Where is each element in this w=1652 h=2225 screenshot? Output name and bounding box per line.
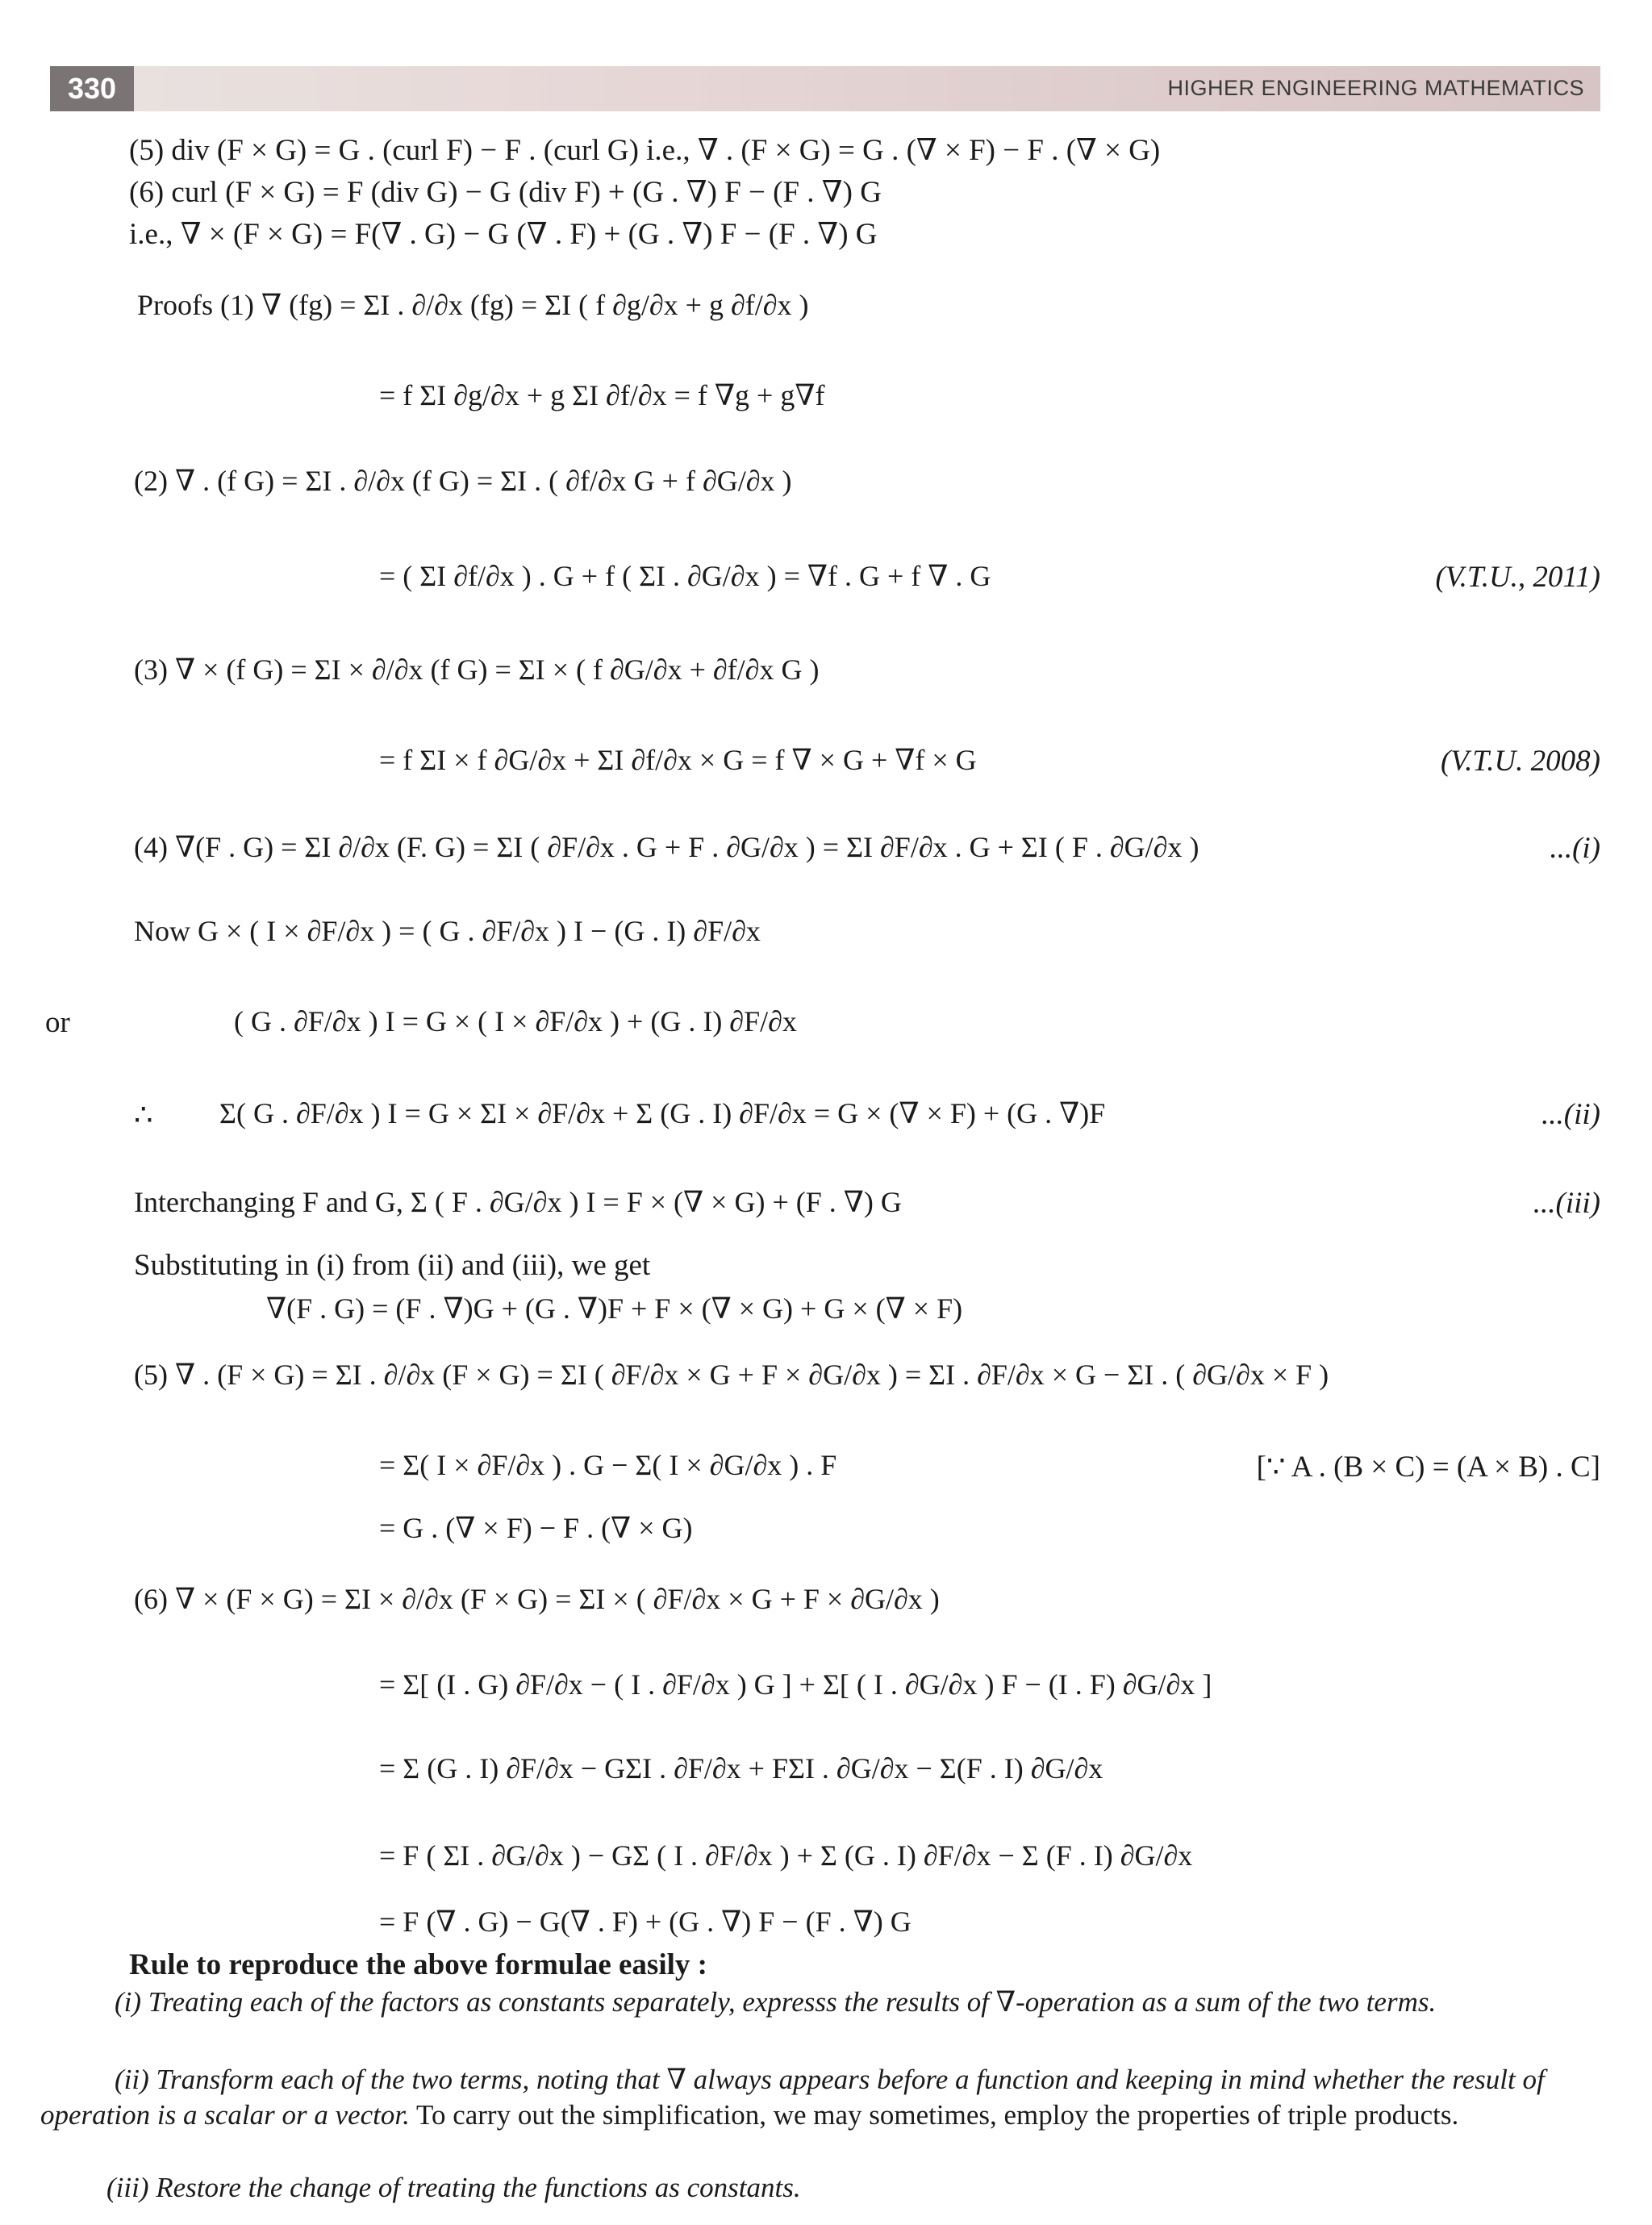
or-label: or: [45, 1006, 70, 1039]
rule-heading: Rule to reproduce the above formulae easily :: [129, 1948, 707, 1981]
identity-6: (6) curl (F × G) = F (div G) − G (div F) + (G . ∇) F − (F . ∇) G: [129, 176, 882, 209]
rule-i: (i) Treating each of the factors as constants separately, expresss the results of ∇-operation as a sum of the two terms.: [115, 1986, 1437, 2018]
proof-4-interchange: Interchanging F and G, Σ ( F . ∂G/∂x ) I = F × (∇ × G) + (F . ∇) G: [134, 1186, 902, 1218]
rule-ii-upright: To carry out the simplification, we may sometimes, employ the properties of triple products.: [409, 2098, 1459, 2131]
proof-6-line-4: = F ( ΣI . ∂G/∂x ) − GΣ ( I . ∂F/∂x ) + Σ (G . I) ∂F/∂x − Σ (F . I) ∂G/∂x: [379, 1839, 1193, 1872]
proof-4-result: ∇(F . G) = (F . ∇)G + (G . ∇)F + F × (∇ × G) + G × (∇ × F): [266, 1292, 963, 1325]
proof-1-line-1: Proofs (1) ∇ (fg) = ΣI . ∂/∂x (fg) = ΣI ( f ∂g/∂x + g ∂f/∂x ): [137, 289, 809, 321]
proof-5-line-1: (5) ∇ . (F × G) = ΣI . ∂/∂x (F × G) = ΣI ( ∂F/∂x × G + F × ∂G/∂x ) = ΣI . ∂F/∂x × G − ΣI . ( ∂G/∂x × F ): [134, 1359, 1329, 1391]
proof-3-line-2: = f ΣI × f ∂G/∂x + ΣI ∂f/∂x × G = f ∇ × G + ∇f × G: [379, 744, 977, 776]
proof-4-now: Now G × ( I × ∂F/∂x ) = ( G . ∂F/∂x ) I − (G . I) ∂F/∂x: [134, 915, 761, 947]
running-title: HIGHER ENGINEERING MATHEMATICS: [1167, 76, 1584, 100]
eq-label-ii: ...(ii): [1541, 1098, 1600, 1131]
eq-label-i: ...(i): [1550, 832, 1600, 865]
proof-5-line-3: = G . (∇ × F) − F . (∇ × G): [379, 1512, 693, 1544]
identity-5: (5) div (F × G) = G . (curl F) − F . (curl G) i.e., ∇ . (F × G) = G . (∇ × F) − F . (∇ × G): [129, 134, 1161, 167]
citation-vtu-2008: (V.T.U. 2008): [1440, 745, 1600, 778]
page-number: 330: [50, 66, 134, 111]
proof-4-substituting: Substituting in (i) from (ii) and (iii), we get: [134, 1249, 651, 1282]
proof-2-line-1: (2) ∇ . (f G) = ΣI . ∂/∂x (f G) = ΣI . ( ∂f/∂x G + f ∂G/∂x ): [134, 465, 792, 497]
therefore-symbol: ∴: [134, 1099, 153, 1132]
proof-4-line-1: (4) ∇(F . G) = ΣI ∂/∂x (F. G) = ΣI ( ∂F/∂x . G + F . ∂G/∂x ) = ΣI ∂F/∂x . G + ΣI ( F . ∂G/∂x ): [134, 831, 1199, 863]
rule-ii: [40, 2062, 1600, 2133]
eq-label-iii: ...(iii): [1533, 1187, 1600, 1220]
proof-3-line-1: (3) ∇ × (f G) = ΣI × ∂/∂x (f G) = ΣI × ( f ∂G/∂x + ∂f/∂x G ): [134, 653, 820, 686]
proof-6-line-2: = Σ[ (I . G) ∂F/∂x − ( I . ∂F/∂x ) G ] + Σ[ ( I . ∂G/∂x ) F − (I . F) ∂G/∂x ]: [379, 1668, 1212, 1701]
rule-ii-italic: (ii) Transform each of the two terms, noting that ∇ always appears before a function and keeping in mind whether the result of operation is a scalar or a vector.: [40, 2064, 1545, 2131]
rule-iii: (iii) Restore the change of treating the functions as constants.: [106, 2172, 801, 2203]
proof-6-line-1: (6) ∇ × (F × G) = ΣI × ∂/∂x (F × G) = ΣI × ( ∂F/∂x × G + F × ∂G/∂x ): [134, 1583, 940, 1615]
proof-5-line-2: = Σ( I × ∂F/∂x ) . G − Σ( I × ∂G/∂x ) . F: [379, 1449, 837, 1481]
citation-vtu-2011: (V.T.U., 2011): [1435, 561, 1600, 594]
proof-1-line-2: = f ΣI ∂g/∂x + g ΣI ∂f/∂x = f ∇g + g∇f: [379, 379, 825, 411]
proof-4-or: ( G . ∂F/∂x ) I = G × ( I × ∂F/∂x ) + (G . I) ∂F/∂x: [234, 1005, 797, 1037]
proof-6-line-5: = F (∇ . G) − G(∇ . F) + (G . ∇) F − (F . ∇) G: [379, 1906, 912, 1938]
page-header: [50, 66, 1600, 111]
identity-6-ie: i.e., ∇ × (F × G) = F(∇ . G) − G (∇ . F) + (G . ∇) F − (F . ∇) G: [129, 218, 878, 251]
proof-6-line-3: = Σ (G . I) ∂F/∂x − GΣI . ∂F/∂x + FΣI . ∂G/∂x − Σ(F . I) ∂G/∂x: [379, 1752, 1103, 1785]
proof-4-therefore: Σ( G . ∂F/∂x ) I = G × ΣI × ∂F/∂x + Σ (G . I) ∂F/∂x = G × (∇ × F) + (G . ∇)F: [219, 1097, 1106, 1129]
triple-product-note: [∵ A . (B × C) = (A × B) . C]: [1256, 1451, 1600, 1484]
proof-2-line-2: = ( ΣI ∂f/∂x ) . G + f ( ΣI . ∂G/∂x ) = ∇f . G + f ∇ . G: [379, 560, 991, 592]
